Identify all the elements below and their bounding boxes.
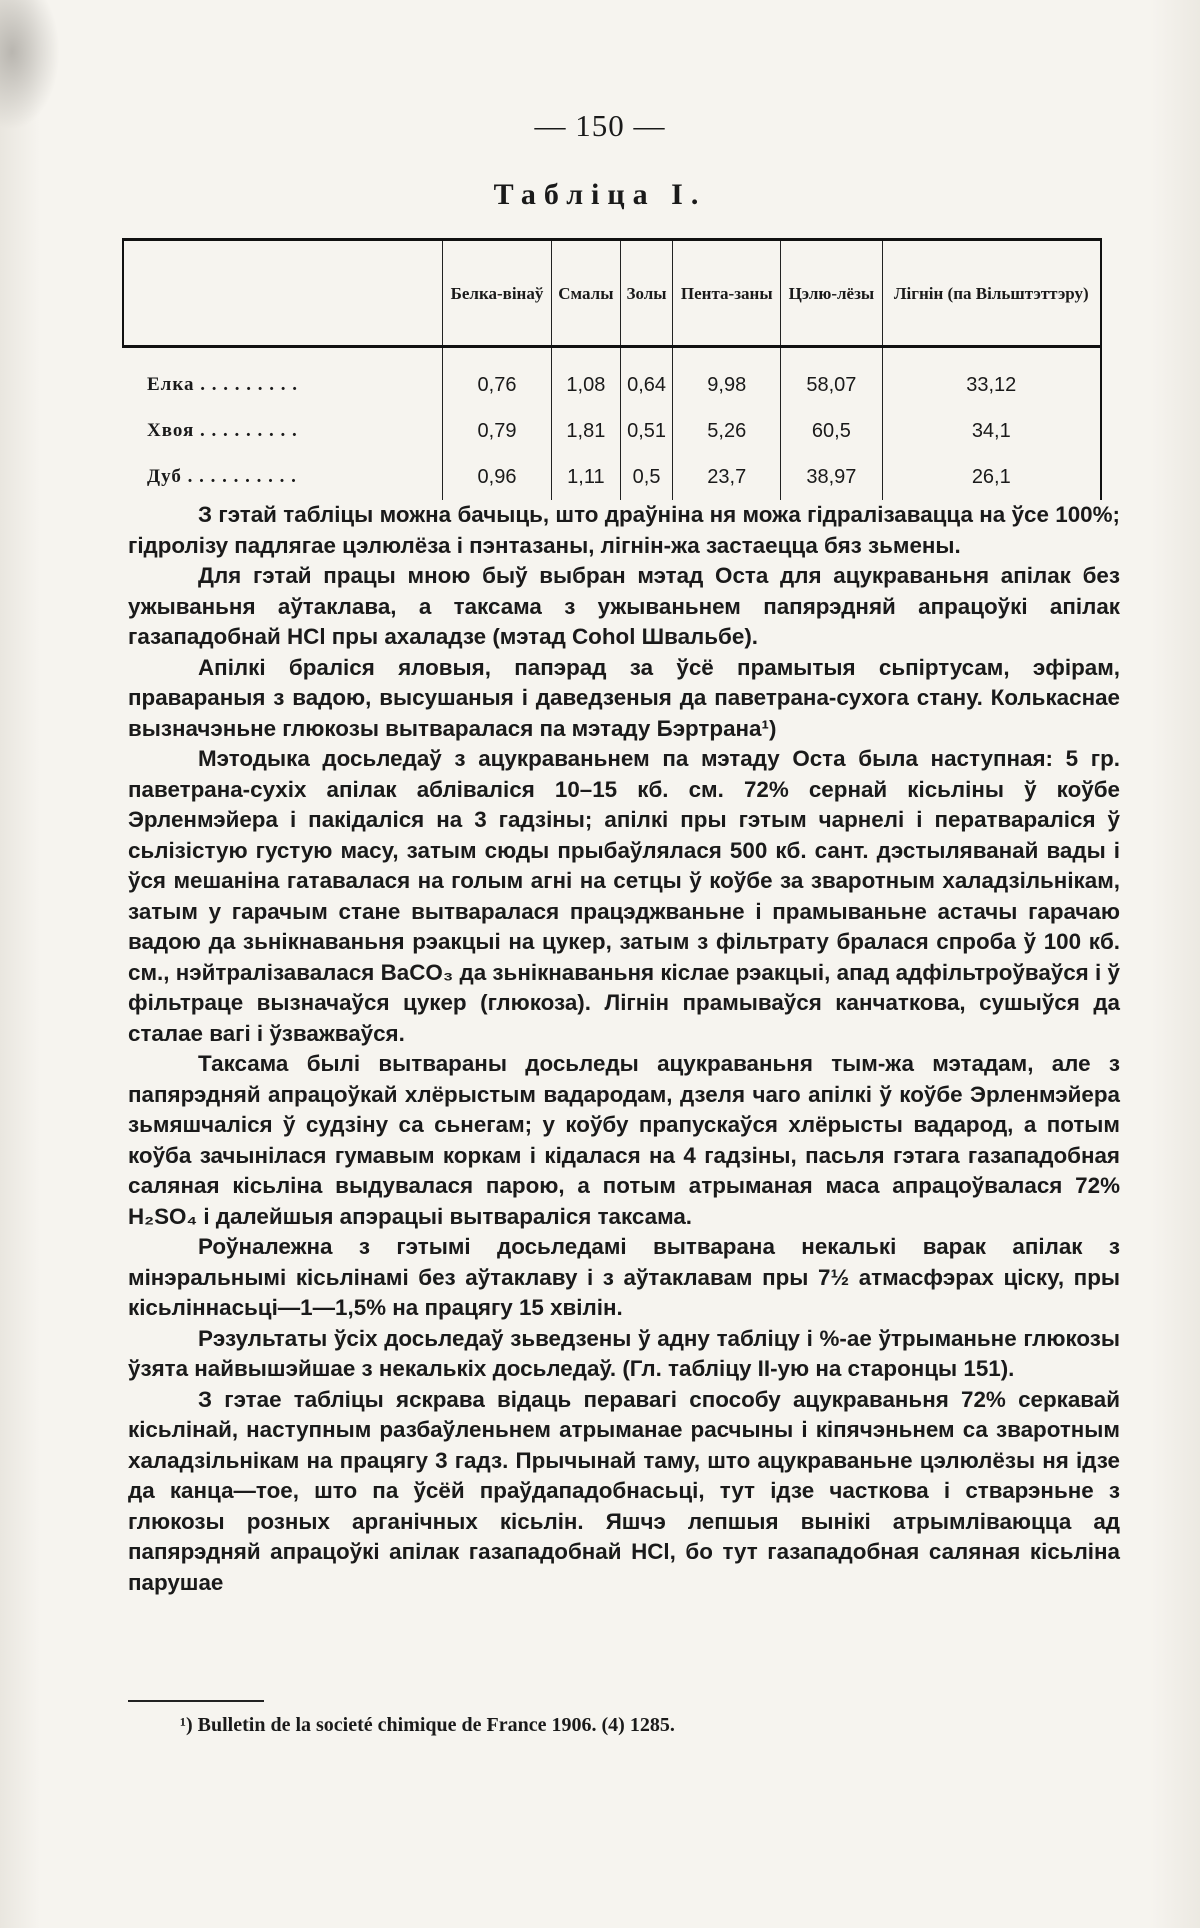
table-cell: 60,5	[781, 408, 882, 454]
table-row	[123, 347, 1101, 409]
paragraph: З гэтае табліцы яскрава відаць перавагі способу ацукраваньня 72% серкавай кісьлінай, наступным разбаўленьнем атрыманае расчыны і кіпячэньнем са зваротным халадзільнікам на працягу 3 гадз. Прычынай таму, што ацукраваньне цэлюлёзы ня ідзе да канца—тое, што па ўсёй праўдападобнасьці, тут ідзе часткова і стварэньне з глюкозы розных арганічных кісьлін. Яшчэ лепшыя вынікі атрымліваюцца ад папярэдняй апрацоўкі апілак газападобнай HCl, бо тут газападобная саляная кісьліна парушае	[128, 1386, 1120, 1595]
table-cell: 58,07	[781, 347, 882, 409]
table-header-row	[123, 240, 1101, 347]
table-cell: 1,81	[551, 408, 620, 454]
table-row-label: Елка . . . . . . . . .	[147, 374, 298, 395]
table-cell: 23,7	[673, 454, 781, 500]
table-row-label: Хвоя . . . . . . . . .	[147, 420, 298, 441]
table-cell: 38,97	[781, 454, 882, 500]
table-header-cell: Смалы	[551, 240, 620, 347]
table-cell: 33,12	[882, 347, 1101, 409]
table-header-cell	[123, 240, 443, 347]
paragraph: З гэтай табліцы можна бачыць, што драўніна ня можа гідралізавацца на ўсе 100%; гідролізу падлягае цэлюлёза і пэнтазаны, лігнін-жа застаецца бяз зьмены.	[128, 502, 1120, 558]
table-caption: Табліца I.	[493, 178, 707, 211]
table-cell: 1,11	[551, 454, 620, 500]
table-cell: 26,1	[882, 454, 1101, 500]
table-header-cell: Золы	[620, 240, 673, 347]
paragraph: Роўналежна з гэтымі досьледамі вытварана некалькі варак апілак з мінэральнымі кісьлінамі без аўтаклаву і з аўтаклавам пры 7½ атмасфэрах ціску, пры кісьліннасьці—1—1,5% на працягу 15 хвілін.	[128, 1234, 1120, 1320]
table-cell: 34,1	[882, 408, 1101, 454]
table-header-cell: Цэлю-лёзы	[781, 240, 882, 347]
table-header-cell: Пента-заны	[673, 240, 781, 347]
table-row	[123, 454, 1101, 500]
paragraph: Апілкі браліся яловыя, папэрад за ўсё прамытыя сьпіртусам, эфірам, правараныя з вадою, высушаныя і даведзеныя да паветрана-сухога стану. Колькаснае вызначэньне глюкозы вытваралася па мэтаду Бэртрана¹)	[128, 654, 1120, 741]
footnote-divider	[128, 1700, 264, 1702]
table-header-cell: Белка-вінаў	[443, 240, 552, 347]
body-text	[128, 500, 1120, 1598]
table-cell: 0,64	[620, 347, 673, 409]
paragraph: Для гэтай працы мною быў выбран мэтад Оста для ацукраваньня апілак без ужываньня аўтаклава, а таксама з ужываньнем папярэдняй апрацоўкі апілак газападобнай HCl пры ахаладзе (мэтад Cohol Швальбе).	[128, 563, 1120, 649]
table-row-label: Дуб . . . . . . . . . .	[147, 466, 297, 487]
table-cell: 0,76	[443, 347, 552, 409]
table-row	[123, 408, 1101, 454]
table-header-cell: Лігнін (па Вільштэттэру)	[882, 240, 1101, 347]
composition-table	[122, 238, 1102, 500]
paragraph: Таксама былі вытвараны досьледы ацукраваньня тым-жа мэтадам, але з папярэдняй апрацоўкай хлёрыстым вадародам, дзеля чаго апілкі ў коўбе Эрленмэйера зьмяшчаліся ў судзіну са сьнегам; у коўбу прапускаўся хлёрысты вадарод, а потым коўба зачынілася гумавым коркам і кідалася на 4 гадзіны, пасьля гэтага газападобная саляная кісьліна выдувалася парою, а потым атрыманая маса апрацоўвалася 72% H₂SO₄ і далейшыя апэрацыі вытвараліся таксама.	[128, 1051, 1120, 1229]
table-cell: 0,96	[443, 454, 552, 500]
paragraph: Мэтодыка досьледаў з ацукраваньнем па мэтаду Оста была наступная: 5 гр. паветрана-сухіх апілак абліваліся 10–15 кб. см. 72% сернай кісьліны ў коўбе Эрленмэйера і пакідаліся на 3 гадзіны; апілкі пры гэтым чарнелі і ператвараліся ў сьлізістую густую масу, затым сюды прыбаўлялася 500 кб. сант. дэстыляванай вады і ўся мешаніна гатавалася на голым агні на сетцы ў коўбе за зваротным халадзільнікам, затым у гарачым стане вытваралася працэджваньне і прамываньне астачы гарачаю вадою да зьнікнаваньня рэакцыі на цукер, затым з фільтрату бралася спроба ў 100 кб. см., нэйтралізавалася BaCO₃ да зьнікнаваньня кіслае рэакцыі, апад адфільтроўваўся і ў фільтраце вызначаўся цукер (глюкоза). Лігнін прамываўся канчаткова, сушыўся да сталае вагі і ўзважваўся.	[128, 746, 1120, 1046]
table-cell: 9,98	[673, 347, 781, 409]
table-cell: 0,51	[620, 408, 673, 454]
footnote: ¹) Bulletin de la societé chimique de France 1906. (4) 1285.	[180, 1714, 675, 1736]
table-cell: 0,5	[620, 454, 673, 500]
table-cell: 1,08	[551, 347, 620, 409]
paragraph: Рэзультаты ўсіх досьледаў зьведзены ў адну табліцу і %-ае ўтрыманьне глюкозы ўзята найвышэйшае з некалькіх досьледаў. (Гл. табліцу II-ую на старонцы 151).	[128, 1325, 1120, 1381]
page-number: — 150 —	[534, 108, 666, 143]
table-cell: 5,26	[673, 408, 781, 454]
table-cell: 0,79	[443, 408, 552, 454]
